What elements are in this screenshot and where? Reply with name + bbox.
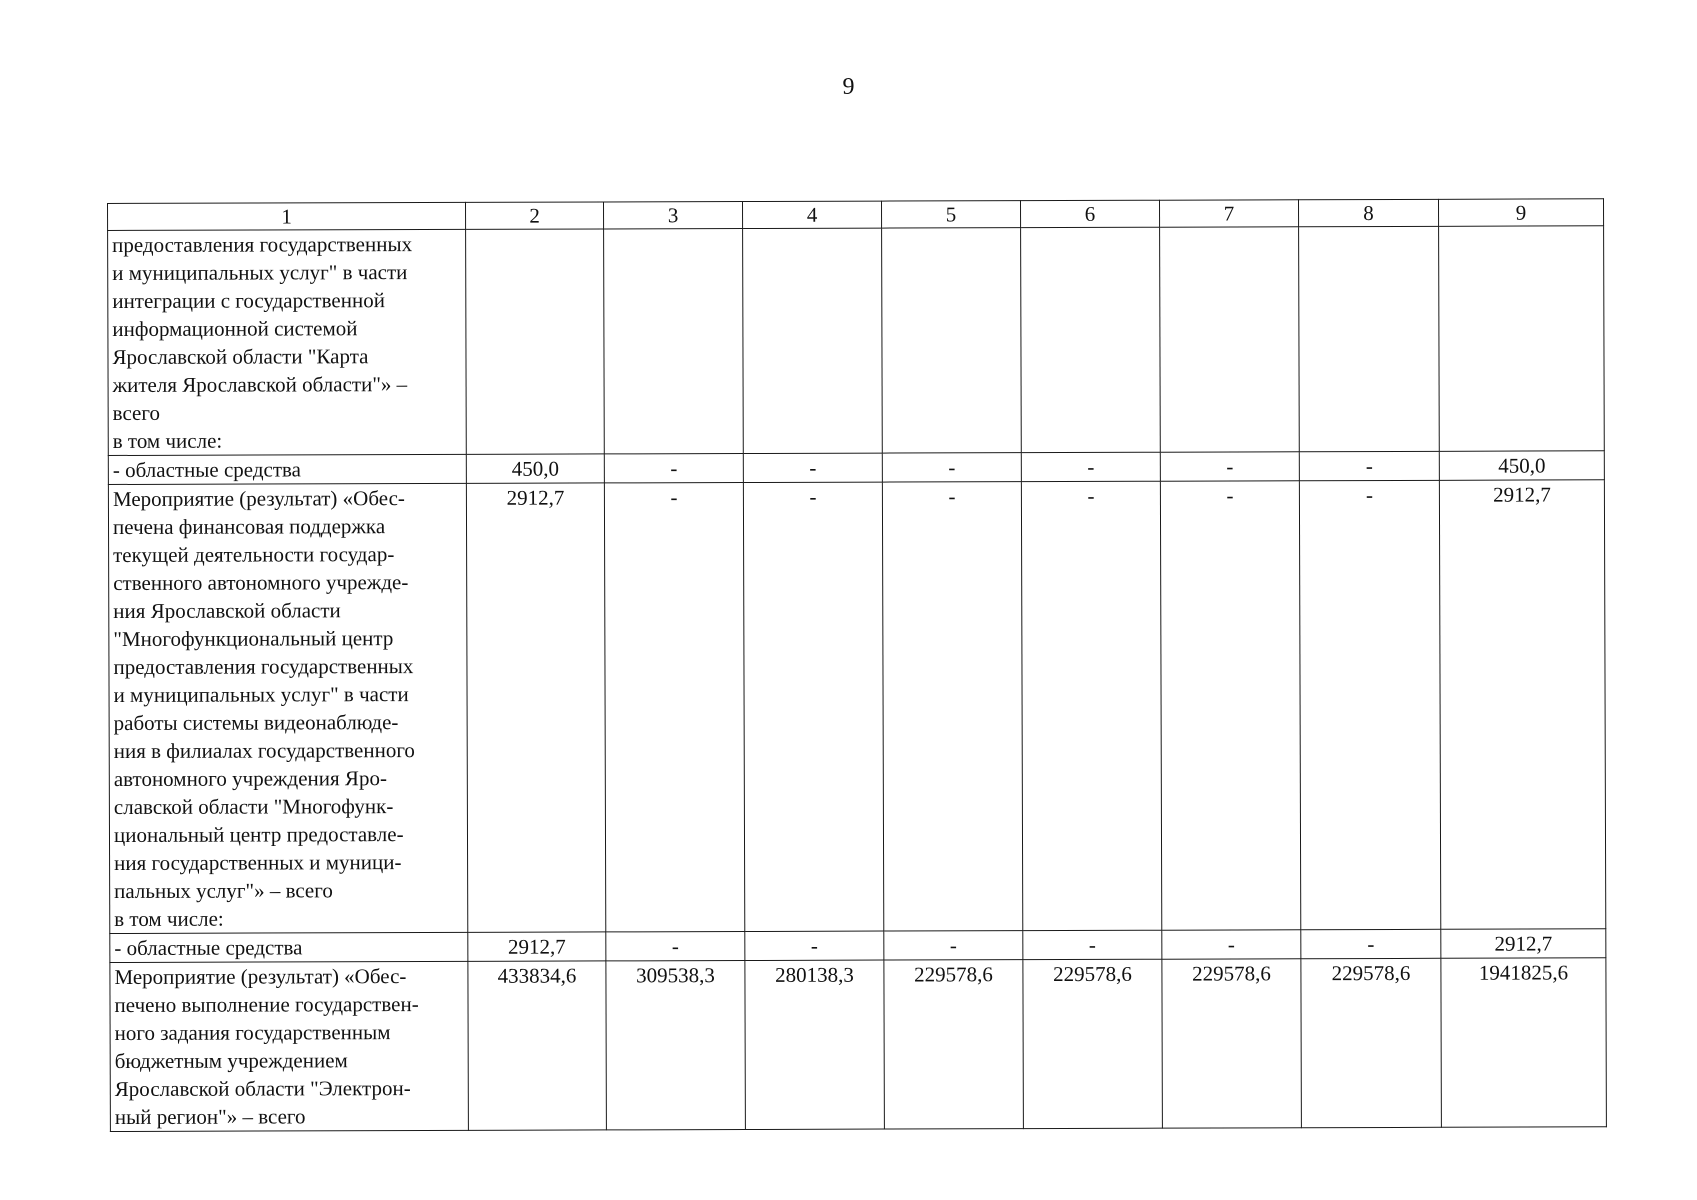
- description-line: - областные средства: [112, 457, 302, 482]
- description-line: "Многофункциональный центр: [113, 626, 394, 651]
- column-header-2: 2: [465, 202, 603, 229]
- value-cell-col-3: [604, 229, 744, 454]
- value-cell-col-3: -: [604, 454, 743, 483]
- value-cell-col-7: -: [1160, 452, 1299, 481]
- value-cell-col-4: 280138,3: [745, 960, 885, 1129]
- description-line: предоставления государственных: [112, 232, 413, 257]
- description-line: текущей деятельности государ-: [113, 542, 395, 567]
- row-description: [108, 454, 466, 484]
- value-cell-col-9: [1439, 226, 1605, 452]
- description-line: автономного учреждения Яро-: [113, 766, 387, 791]
- value-cell-col-7: -: [1162, 930, 1301, 959]
- column-header-6: 6: [1020, 200, 1159, 227]
- value-cell-col-5: -: [882, 453, 1021, 482]
- value-cell-col-8: [1299, 226, 1440, 451]
- table-row: [108, 226, 1605, 456]
- description-line: ный регион"» – всего: [114, 1104, 306, 1129]
- column-header-3: 3: [603, 202, 742, 229]
- value-cell-col-2: 2912,7: [468, 932, 606, 961]
- column-header-9: 9: [1438, 199, 1603, 227]
- value-cell-col-5: -: [884, 931, 1023, 960]
- column-header-5: 5: [881, 201, 1020, 228]
- value-cell-col-7: 229578,6: [1162, 959, 1302, 1128]
- value-cell-col-7: -: [1160, 481, 1300, 930]
- value-cell-col-2: 450,0: [466, 454, 604, 483]
- value-cell-col-9: 1941825,6: [1441, 958, 1607, 1128]
- value-cell-col-9: 450,0: [1439, 451, 1604, 481]
- description-line: в том числе:: [114, 906, 224, 931]
- description-line: ного задания государственным: [114, 1020, 391, 1045]
- value-cell-col-3: -: [606, 931, 745, 960]
- row-description: [108, 229, 467, 455]
- value-cell-col-9: 2912,7: [1441, 929, 1606, 959]
- value-cell-col-6: -: [1021, 452, 1160, 481]
- row-description: [108, 483, 467, 933]
- value-cell-col-2: 433834,6: [468, 961, 607, 1130]
- value-cell-col-4: -: [745, 931, 884, 960]
- page-number: 9: [842, 74, 855, 100]
- description-line: предоставления государственных: [113, 654, 414, 679]
- value-cell-col-4: -: [743, 453, 882, 482]
- value-cell-col-8: 229578,6: [1301, 958, 1442, 1127]
- row-description: [110, 961, 469, 1131]
- table-row: [110, 958, 1607, 1132]
- description-line: славской области "Многофунк-: [113, 794, 394, 819]
- value-cell-col-6: 229578,6: [1023, 959, 1163, 1128]
- description-line: Мероприятие (результат) «Обес-: [112, 486, 405, 511]
- column-header-7: 7: [1159, 200, 1298, 227]
- value-cell-col-6: [1021, 227, 1161, 452]
- description-line: Ярославской области "Карта: [112, 344, 369, 369]
- column-header-8: 8: [1298, 199, 1438, 226]
- row-description: [110, 932, 468, 962]
- description-line: ния Ярославской области: [113, 598, 341, 623]
- description-line: бюджетным учреждением: [114, 1048, 348, 1073]
- value-cell-col-5: -: [882, 482, 1022, 931]
- description-line: ния государственных и муници-: [114, 850, 402, 875]
- description-line: работы системы видеонаблюде-: [113, 710, 399, 735]
- description-line: циональный центр предоставле-: [113, 822, 404, 847]
- description-line: ственного автономного учрежде-: [113, 570, 409, 595]
- value-cell-col-2: 2912,7: [466, 483, 605, 932]
- value-cell-col-5: 229578,6: [884, 960, 1024, 1129]
- table-row: [108, 451, 1604, 485]
- table-row: [108, 480, 1605, 934]
- value-cell-col-5: [882, 228, 1022, 453]
- description-line: интеграции с государственной: [112, 288, 385, 313]
- value-cell-col-3: 309538,3: [606, 960, 746, 1129]
- value-cell-col-8: -: [1299, 480, 1440, 929]
- value-cell-col-8: -: [1301, 929, 1441, 958]
- value-cell-col-4: [743, 228, 883, 453]
- description-line: Мероприятие (результат) «Обес-: [114, 964, 407, 989]
- budget-table: [107, 198, 1607, 1132]
- description-line: всего: [112, 400, 160, 425]
- description-line: Ярославской области "Электрон-: [114, 1076, 411, 1101]
- description-line: ния в филиалах государственного: [113, 738, 415, 763]
- value-cell-col-2: [466, 229, 605, 454]
- value-cell-col-8: -: [1299, 451, 1439, 480]
- description-line: печено выполнение государствен-: [114, 992, 419, 1017]
- description-line: - областные средства: [114, 935, 303, 960]
- value-cell-col-4: -: [743, 482, 883, 931]
- value-cell-col-6: -: [1023, 930, 1162, 959]
- description-line: в том числе:: [112, 428, 223, 453]
- description-line: печена финансовая поддержка: [112, 514, 386, 539]
- value-cell-col-6: -: [1021, 481, 1161, 930]
- description-line: и муниципальных услуг" в части: [113, 682, 409, 707]
- description-line: информационной системой: [112, 316, 358, 341]
- column-header-4: 4: [742, 201, 881, 228]
- table-row: [110, 929, 1606, 963]
- column-header-1: 1: [108, 202, 466, 230]
- description-line: пальных услуг"» – всего: [114, 878, 333, 903]
- value-cell-col-3: -: [604, 483, 744, 932]
- value-cell-col-7: [1160, 227, 1300, 452]
- value-cell-col-9: 2912,7: [1439, 480, 1605, 930]
- description-line: и муниципальных услуг" в части: [112, 260, 408, 285]
- description-line: жителя Ярославской области"» –: [112, 372, 408, 397]
